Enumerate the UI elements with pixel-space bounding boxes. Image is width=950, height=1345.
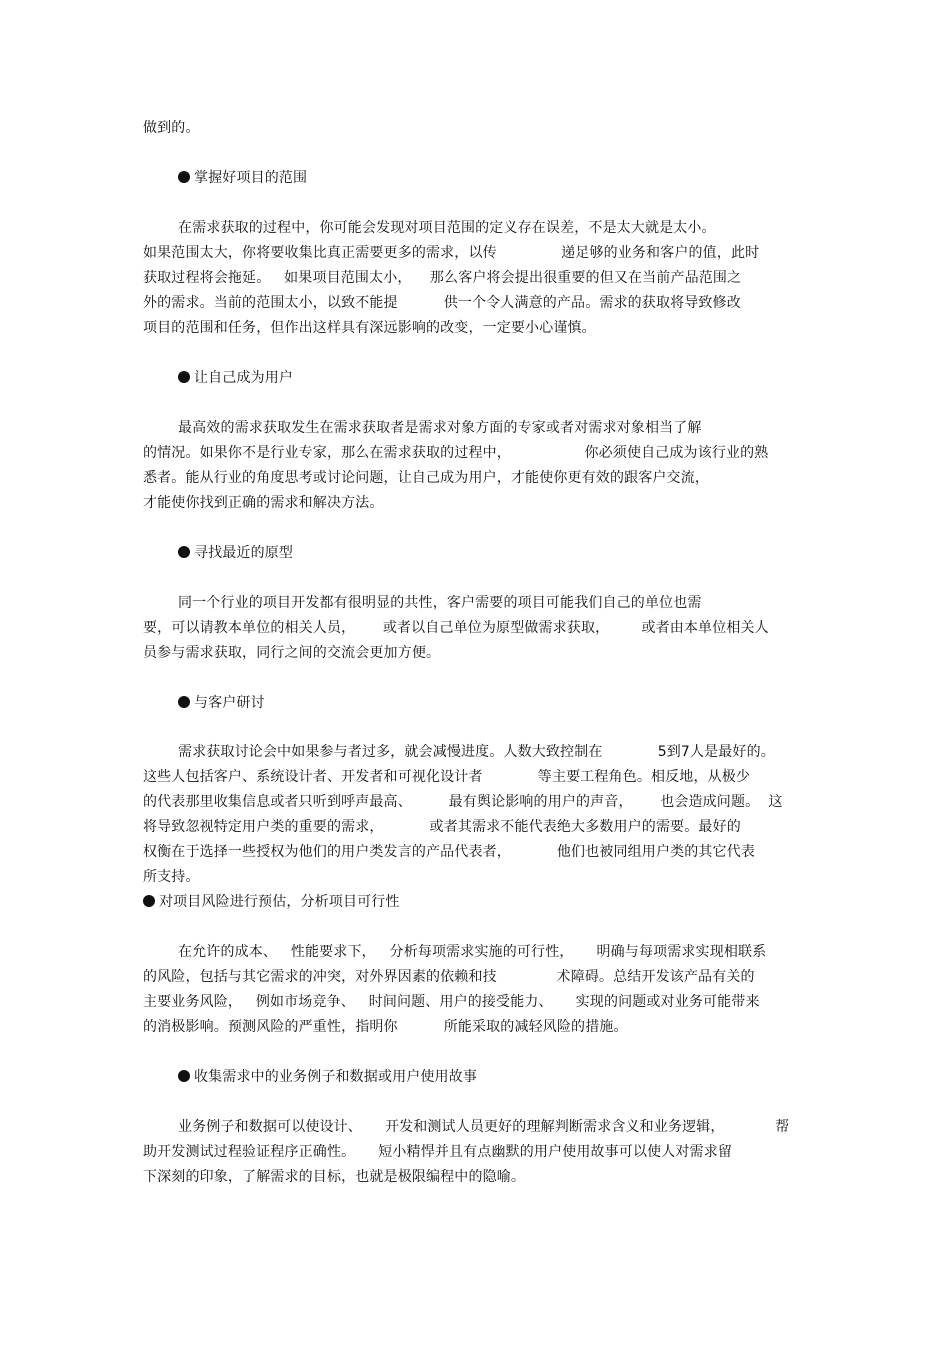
section-heading: [178, 1068, 477, 1086]
heading-text: 对项目风险进行预估，分析项目可行性: [159, 894, 400, 910]
bullet-icon: [178, 171, 190, 183]
paragraph-line: 下深刻的印象，了解需求的目标，也就是极限编程中的隐喻。: [143, 1169, 526, 1185]
paragraph-line: 如果范围太大，你将要收集比真正需要更多的需求，以传 递足够的业务和客户的值，此时: [143, 245, 760, 261]
text-line: 做到的。: [143, 120, 200, 136]
paragraph-line: 的消极影响。预测风险的严重性，指明你 所能采取的减轻风险的措施。: [143, 1019, 628, 1035]
paragraph-line: 才能使你找到正确的需求和解决方法。: [143, 495, 384, 511]
bullet-icon: [178, 371, 190, 383]
paragraph-line: 的情况。如果你不是行业专家，那么在需求获取的过程中， 你必须使自己成为该行业的熟: [143, 445, 769, 461]
paragraph-line: 助开发测试过程验证程序正确性。 短小精悍并且有点幽默的用户使用故事可以使人对需求留: [143, 1144, 732, 1160]
paragraph-line: 外的需求。当前的范围太小，以致不能提 供一个令人满意的产品。需求的获取将导致修改: [143, 295, 741, 311]
paragraph-line: 同一个行业的项目开发都有很明显的共性，客户需要的项目可能我们自己的单位也需: [178, 595, 702, 611]
heading-text: 掌握好项目的范围: [194, 170, 308, 186]
paragraph-line: 员参与需求获取，同行之间的交流会更加方便。: [143, 645, 441, 661]
paragraph-line: 所支持。: [143, 869, 200, 885]
paragraph-line: 主要业务风险， 例如市场竞争、 时间问题、用户的接受能力、 实现的问题或对业务可能带来: [143, 994, 760, 1010]
bullet-icon: [178, 696, 190, 708]
section-heading: [178, 169, 307, 187]
section-heading: [178, 694, 265, 712]
paragraph-line: 获取过程将会拖延。 如果项目范围太小， 那么客户将会提出很重要的但又在当前产品范围之: [143, 270, 742, 286]
paragraph-line: 的代表那里收集信息或者只听到呼声最高、 最有舆论影响的用户的声音， 也会造成问题。 这: [143, 794, 783, 810]
paragraph-line: 悉者。能从行业的角度思考或讨论问题，让自己成为用户，才能使你更有效的跟客户交流，: [143, 470, 709, 486]
paragraph-line: 业务例子和数据可以使设计、 开发和测试人员更好的理解判断需求含义和业务逻辑， 帮: [178, 1119, 790, 1135]
heading-text: 与客户研讨: [194, 695, 265, 711]
bullet-icon: [178, 1070, 190, 1082]
section-heading: [178, 544, 293, 562]
paragraph-line: 这些人包括客户、系统设计者、开发者和可视化设计者 等主要工程角色。相反地，从极少: [143, 769, 751, 785]
bullet-icon: [143, 895, 155, 907]
paragraph-line: 需求获取讨论会中如果参与者过多，就会减慢进度。人数大致控制在 5到7人是最好的。: [178, 744, 775, 760]
heading-text: 寻找最近的原型: [194, 545, 294, 561]
paragraph-line: 项目的范围和任务，但作出这样具有深远影响的改变，一定要小心谨慎。: [143, 320, 596, 336]
paragraph-line: 要，可以请教本单位的相关人员， 或者以自己单位为原型做需求获取， 或者由本单位相关人: [143, 620, 769, 636]
heading-text: 让自己成为用户: [194, 370, 294, 386]
paragraph-line: 在需求获取的过程中，你可能会发现对项目范围的定义存在误差，不是太大就是太小。: [178, 220, 716, 236]
paragraph-line: 在允许的成本、 性能要求下， 分析每项需求实施的可行性， 明确与每项需求实现相联系: [178, 944, 767, 960]
bullet-icon: [178, 546, 190, 558]
heading-text: 收集需求中的业务例子和数据或用户使用故事: [194, 1069, 477, 1085]
paragraph-line: 最高效的需求获取发生在需求获取者是需求对象方面的专家或者对需求对象相当了解: [178, 420, 702, 436]
paragraph-line: 权衡在于选择一些授权为他们的用户类发言的产品代表者， 他们也被同组用户类的其它代表: [143, 844, 755, 860]
paragraph-line: 的风险，包括与其它需求的冲突，对外界因素的依赖和技 术障碍。总结开发该产品有关的: [143, 969, 755, 985]
section-heading: [143, 893, 400, 911]
paragraph-line: 将导致忽视特定用户类的重要的需求， 或者其需求不能代表绝大多数用户的需要。最好的: [143, 819, 741, 835]
section-heading: [178, 369, 293, 387]
